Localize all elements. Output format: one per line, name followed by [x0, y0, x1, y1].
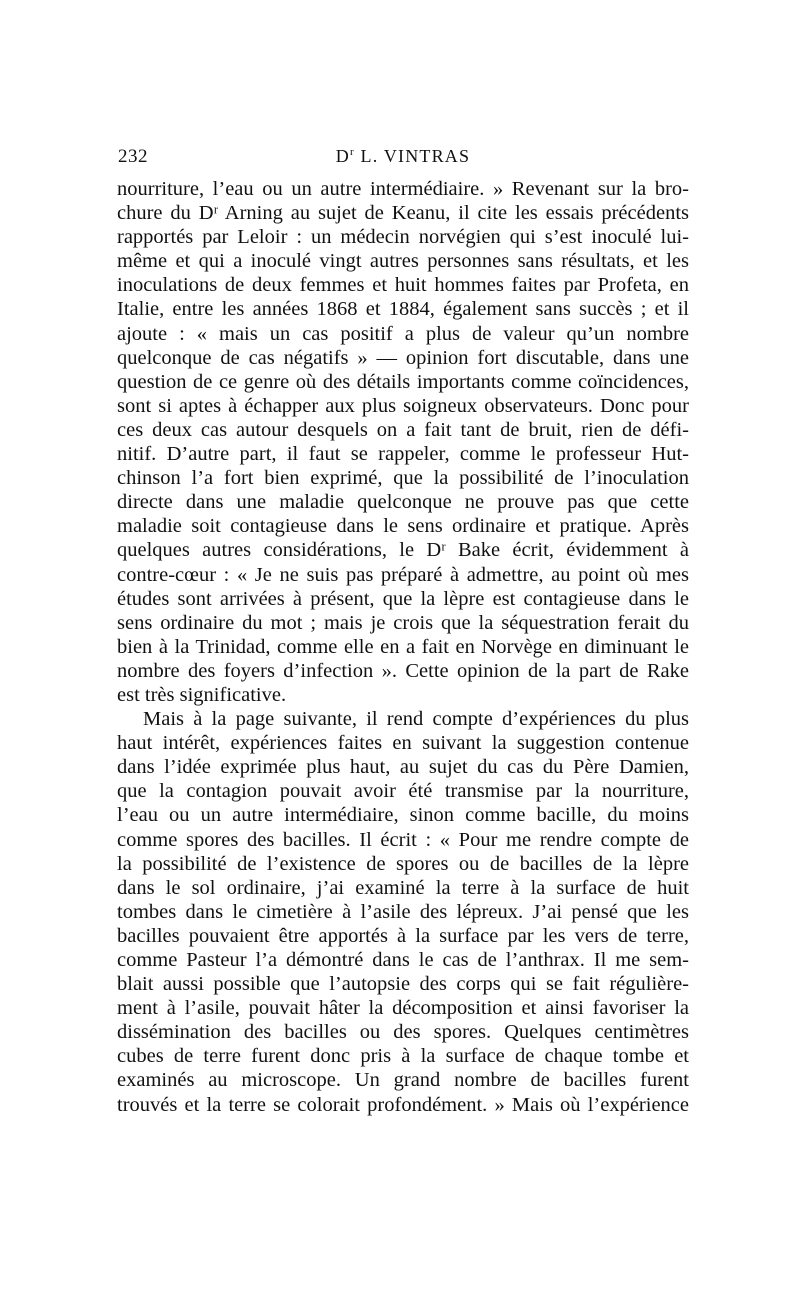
text-line: examinés au microscope. Un grand nombre de bacilles furent	[117, 1069, 689, 1092]
author-prefix-superscript: r	[349, 146, 355, 158]
text-line: cubes de terre furent donc pris à la surface de chaque tombe et	[117, 1045, 689, 1068]
text-line: sont si aptes à échapper aux plus soigneux observateurs. Donc pour	[117, 394, 689, 417]
text-line: trouvés et la terre se colorait profondément. » Mais où l’expérience	[117, 1093, 689, 1116]
text-line: dans le sol ordinaire, j’ai examiné la terre à la surface de huit	[117, 876, 689, 899]
text-line: bacilles pouvaient être apportés à la surface par les vers de terre,	[117, 924, 689, 947]
text-line: chinson l’a fort bien exprimé, que la possibilité de l’inoculation	[117, 467, 689, 490]
text-line: ces deux cas autour desquels on a fait tant de bruit, rien de défi-	[117, 418, 689, 441]
author-name: L. VINTRAS	[354, 146, 471, 166]
page-number: 232	[118, 146, 148, 167]
text-line: haut intérêt, expériences faites en suivant la suggestion contenue	[117, 732, 689, 755]
text-line: tombes dans le cimetière à l’asile des lépreux. J’ai pensé que les	[117, 900, 689, 923]
text-line: dans l’idée exprimée plus haut, au sujet du cas du Père Damien,	[117, 756, 689, 779]
text-line: nombre des foyers d’infection ». Cette opinion de la part de Rake	[117, 659, 689, 682]
text-line: l’eau ou un autre intermédiaire, sinon comme bacille, du moins	[117, 804, 689, 827]
text-line: nitif. D’autre part, il faut se rappeler, comme le professeur Hut-	[117, 443, 689, 466]
text-line: études sont arrivées à présent, que la lèpre est contagieuse dans le	[117, 587, 689, 610]
text-line: quelques autres considérations, le Dʳ Bake écrit, évidemment à	[117, 539, 689, 562]
text-line: maladie soit contagieuse dans le sens ordinaire et pratique. Après	[117, 515, 689, 538]
text-line: bien à la Trinidad, comme elle en a fait en Norvège en diminuant le	[117, 635, 689, 658]
body-text	[117, 177, 689, 1117]
text-line: Mais à la page suivante, il rend compte d’expériences du plus	[143, 708, 689, 731]
text-line: contre-cœur : « Je ne suis pas préparé à admettre, au point où mes	[117, 563, 689, 586]
text-line: directe dans une maladie quelconque ne prouve pas que cette	[117, 491, 689, 514]
text-line: quelconque de cas négatifs » — opinion fort discutable, dans une	[117, 346, 689, 369]
text-line: Italie, entre les années 1868 et 1884, également sans succès ; et il	[117, 298, 689, 321]
text-line: même et qui a inoculé vingt autres personnes sans résultats, et les	[117, 250, 689, 273]
text-line: comme Pasteur l’a démontré dans le cas de l’anthrax. Il me sem-	[117, 949, 689, 971]
text-line: est très significative.	[117, 683, 287, 706]
text-line: nourriture, l’eau ou un autre intermédiaire. » Revenant sur la bro-	[117, 178, 689, 200]
text-line: question de ce genre où des détails importants comme coïncidences,	[117, 370, 689, 393]
text-line: rapportés par Leloir : un médecin norvégien qui s’est inoculé lui-	[117, 226, 689, 249]
running-head	[118, 146, 688, 167]
text-line: inoculations de deux femmes et huit hommes faites par Profeta, en	[117, 274, 689, 297]
text-line: ment à l’asile, pouvait hâter la décomposition et ainsi favoriser la	[117, 997, 689, 1020]
text-line: la possibilité de l’existence de spores ou de bacilles de la lèpre	[117, 852, 689, 875]
text-line: sens ordinaire du mot ; mais je crois que la séquestration ferait du	[117, 611, 689, 634]
text-line: comme spores des bacilles. Il écrit : « Pour me rendre compte de	[117, 828, 689, 851]
text-line: ajoute : « mais un cas positif a plus de valeur qu’un nombre	[117, 322, 689, 345]
page-header	[118, 146, 688, 172]
author-prefix: D	[335, 146, 350, 166]
text-line: blait aussi possible que l’autopsie des corps qui se fait régulière-	[117, 973, 689, 996]
text-line: dissémination des bacilles ou des spores. Quelques centimètres	[117, 1021, 689, 1044]
text-line: que la contagion pouvait avoir été transmise par la nourriture,	[117, 780, 689, 803]
text-line: chure du Dʳ Arning au sujet de Keanu, il cite les essais précédents	[117, 202, 689, 225]
